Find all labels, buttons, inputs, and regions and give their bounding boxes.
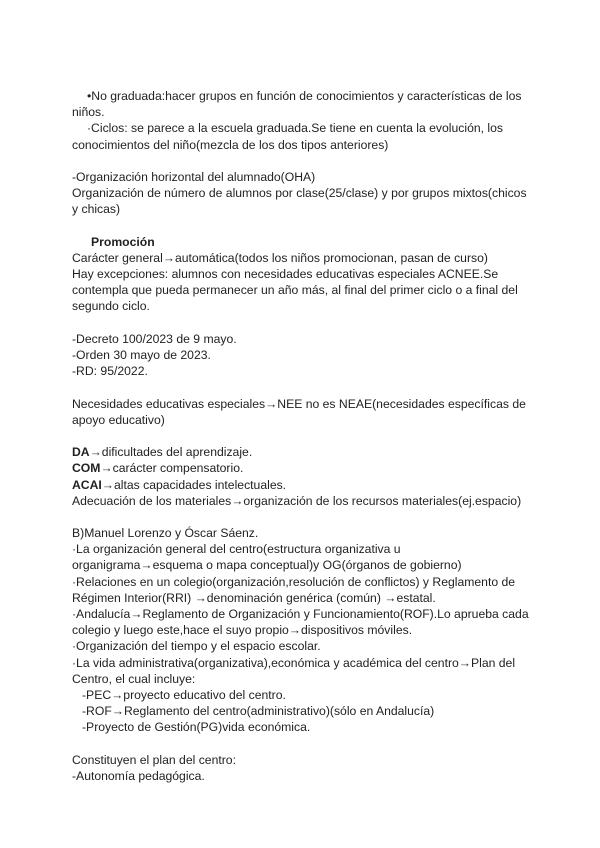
- text-line: ·Ciclos: se parece a la escuela graduada.Se tiene en cuenta la evolución, los: [87, 121, 503, 136]
- text-line: •No graduada:hacer grupos en función de conocimientos y características de los: [87, 89, 522, 103]
- definition-com: COM→carácter compensatorio.: [72, 461, 244, 476]
- text-line: conocimientos del niño(mezcla de los dos tipos anteriores): [72, 137, 389, 152]
- document-body: [72, 88, 532, 784]
- text-line: -PEC→proyecto educativo del centro.: [82, 687, 286, 702]
- term-acai: ACAI: [72, 477, 102, 492]
- text-line: ·Andalucía→Reglamento de Organización y Funcionamiento(ROF).Lo aprueba cada: [72, 607, 529, 621]
- text-line: Constituyen el plan del centro:: [72, 752, 236, 767]
- text-line: Adecuación de los materiales→organización de los recursos materiales(ej.espacio): [72, 493, 522, 508]
- text-line: ·La vida administrativa(organizativa),económica y académica del centro→Plan del: [72, 655, 516, 670]
- text-line: -Proyecto de Gestión(PG)vida económica.: [82, 720, 311, 735]
- text-line: organigrama→esquema o mapa conceptual)y OG(órganos de gobierno): [72, 558, 462, 573]
- definition-da: DA→dificultades del aprendizaje.: [72, 445, 253, 460]
- text-line: -Orden 30 mayo de 2023.: [72, 348, 211, 362]
- text-line: ·La organización general del centro(estructura organizativa u: [72, 542, 401, 557]
- text-line: -Autonomía pedagógica.: [72, 768, 205, 783]
- text-line: Centro, el cual incluye:: [72, 671, 196, 686]
- text-line: y chicas): [72, 202, 121, 217]
- definition-acai: ACAI→altas capacidades intelectuales.: [72, 477, 287, 492]
- term-da: DA: [72, 445, 90, 460]
- text-line: -ROF→Reglamento del centro(administrativo)(sólo en Andalucía): [82, 704, 435, 719]
- text-line: -Decreto 100/2023 de 9 mayo.: [72, 331, 237, 346]
- text-line: Organización de número de alumnos por clase(25/clase) y por grupos mixtos(chicos: [72, 186, 527, 201]
- text-line: segundo ciclo.: [72, 299, 150, 314]
- term-com: COM: [72, 461, 101, 476]
- text-line: ·Relaciones en un colegio(organización,resolución de conflictos) y Reglamento de: [72, 574, 516, 589]
- text-line: niños.: [72, 105, 105, 120]
- text-line: apoyo educativo): [72, 412, 165, 427]
- text-line: Necesidades educativas especiales→NEE no es NEAE(necesidades específicas de: [72, 396, 526, 411]
- text-line: Hay excepciones: alumnos con necesidades educativas especiales ACNEE.Se: [72, 267, 499, 282]
- text-line: colegio y luego este,hace el suyo propio→dispositivos móviles.: [72, 623, 413, 638]
- section-heading-promocion: Promoción: [91, 234, 155, 249]
- text-line: Régimen Interior(RRI) →denominación genérica (común) →estatal.: [72, 590, 436, 605]
- text-line: -RD: 95/2022.: [72, 364, 148, 379]
- text-line: contempla que pueda permanecer un año más, al final del primer ciclo o a final del: [72, 283, 518, 298]
- text-line: -Organización horizontal del alumnado(OHA): [72, 169, 316, 184]
- text-line: B)Manuel Lorenzo y Óscar Sáenz.: [72, 526, 259, 541]
- text-line: Carácter general→automática(todos los niños promocionan, pasan de curso): [72, 250, 488, 265]
- text-line: ·Organización del tiempo y el espacio escolar.: [72, 639, 321, 654]
